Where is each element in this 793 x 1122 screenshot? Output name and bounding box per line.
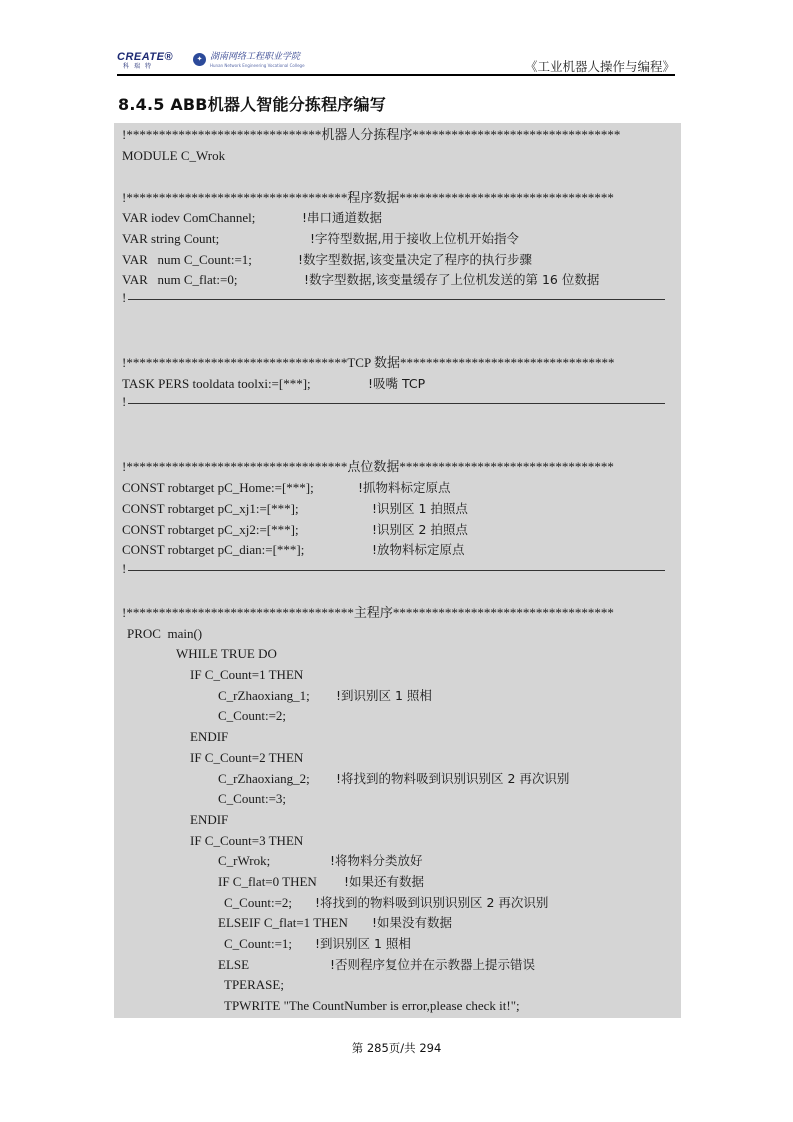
- code-line: CONST robtarget pC_xj2:=[***];: [122, 522, 299, 537]
- code-line: IF C_Count=1 THEN: [190, 667, 304, 682]
- page-header: [117, 50, 675, 75]
- code-line: ENDIF: [190, 812, 229, 827]
- code-comment: !将找到的物料吸到识别识别区 2 再次识别: [315, 895, 549, 910]
- code-comment: !识别区 2 拍照点: [372, 522, 468, 537]
- section-rule-mark: !: [122, 561, 127, 576]
- code-line: WHILE TRUE DO: [176, 646, 277, 661]
- page-number: 第 285页/共 294: [351, 1041, 442, 1055]
- section-rule-mark: !: [122, 394, 127, 409]
- code-line: TASK PERS tooldata toolxi:=[***];: [122, 376, 311, 391]
- code-line: ELSEIF C_flat=1 THEN: [218, 915, 348, 930]
- code-comment: !数字型数据,该变量缓存了上位机发送的第 16 位数据: [304, 272, 600, 287]
- code-line: C_Count:=2;: [224, 895, 293, 910]
- code-line: C_rZhaoxiang_2;: [218, 771, 310, 786]
- code-line: C_rWrok;: [218, 853, 271, 868]
- code-line: TPERASE;: [224, 977, 284, 992]
- code-line: !**********************************程序数据*********************************: [122, 190, 614, 205]
- code-comment: !如果没有数据: [372, 915, 453, 930]
- create-logo: [117, 52, 185, 72]
- code-line: IF C_flat=0 THEN: [218, 874, 317, 889]
- code-line: TPWRITE "The CountNumber is error,please check it!";: [224, 998, 520, 1013]
- code-comment: !抓物料标定原点: [358, 480, 451, 495]
- code-line: C_Count:=3;: [218, 791, 287, 806]
- code-line: C_Count:=1;: [224, 936, 293, 951]
- code-line: VAR num C_Count:=1;: [122, 252, 252, 267]
- create-logo-text: CREATE®: [117, 51, 174, 63]
- section-rule: [128, 403, 665, 404]
- code-line: !**********************************TCP 数据*********************************: [122, 355, 615, 370]
- code-line: VAR num C_flat:=0;: [122, 272, 238, 287]
- code-line: CONST robtarget pC_dian:=[***];: [122, 542, 305, 557]
- section-title: 8.4.5 ABB机器人智能分拣程序编写: [118, 95, 386, 114]
- code-line: MODULE C_Wrok: [122, 148, 226, 163]
- code-comment: !识别区 1 拍照点: [372, 501, 468, 516]
- code-comment: !如果还有数据: [344, 874, 425, 889]
- code-comment: !放物料标定原点: [372, 542, 465, 557]
- code-line: PROC main(): [127, 626, 203, 641]
- code-line: C_rZhaoxiang_1;: [218, 688, 310, 703]
- school-logo-name: 湖南网络工程职业学院: [210, 52, 301, 62]
- code-comment: !字符型数据,用于接收上位机开始指令: [310, 231, 519, 246]
- code-line: !**********************************点位数据*********************************: [122, 459, 614, 474]
- school-logo: [193, 52, 313, 72]
- code-comment: !到识别区 1 照相: [315, 936, 411, 951]
- code-line: IF C_Count=3 THEN: [190, 833, 304, 848]
- header-divider: [117, 74, 675, 76]
- school-logo-english: Hunan Network Engineering Vocational College: [210, 63, 305, 68]
- code-line: C_Count:=2;: [218, 708, 287, 723]
- code-comment: !吸嘴 TCP: [368, 376, 426, 391]
- code-comment: !串口通道数据: [302, 210, 383, 225]
- code-line: CONST robtarget pC_Home:=[***];: [122, 480, 314, 495]
- code-comment: !到识别区 1 照相: [336, 688, 432, 703]
- code-line: !***********************************主程序**********************************: [122, 605, 614, 620]
- section-rule: [128, 570, 665, 571]
- code-comment: !将物料分类放好: [330, 853, 423, 868]
- code-line: VAR string Count;: [122, 231, 220, 246]
- section-rule-mark: !: [122, 290, 127, 305]
- create-logo-subtext: 科瑞特: [123, 63, 157, 70]
- section-rule: [128, 299, 665, 300]
- code-line: !******************************机器人分拣程序********************************: [122, 127, 621, 142]
- code-line: ENDIF: [190, 729, 229, 744]
- code-line: VAR iodev ComChannel;: [122, 210, 256, 225]
- code-line: CONST robtarget pC_xj1:=[***];: [122, 501, 299, 516]
- code-block: [114, 123, 681, 1018]
- school-seal-icon: ✦: [193, 53, 206, 66]
- code-comment: !数字型数据,该变量决定了程序的执行步骤: [298, 252, 532, 267]
- code-comment: !将找到的物料吸到识别识别区 2 再次识别: [336, 771, 570, 786]
- code-line: ELSE: [218, 957, 250, 972]
- book-title: 《工业机器人操作与编程》: [524, 59, 675, 74]
- code-comment: !否则程序复位并在示教器上提示错误: [330, 957, 536, 972]
- code-line: IF C_Count=2 THEN: [190, 750, 304, 765]
